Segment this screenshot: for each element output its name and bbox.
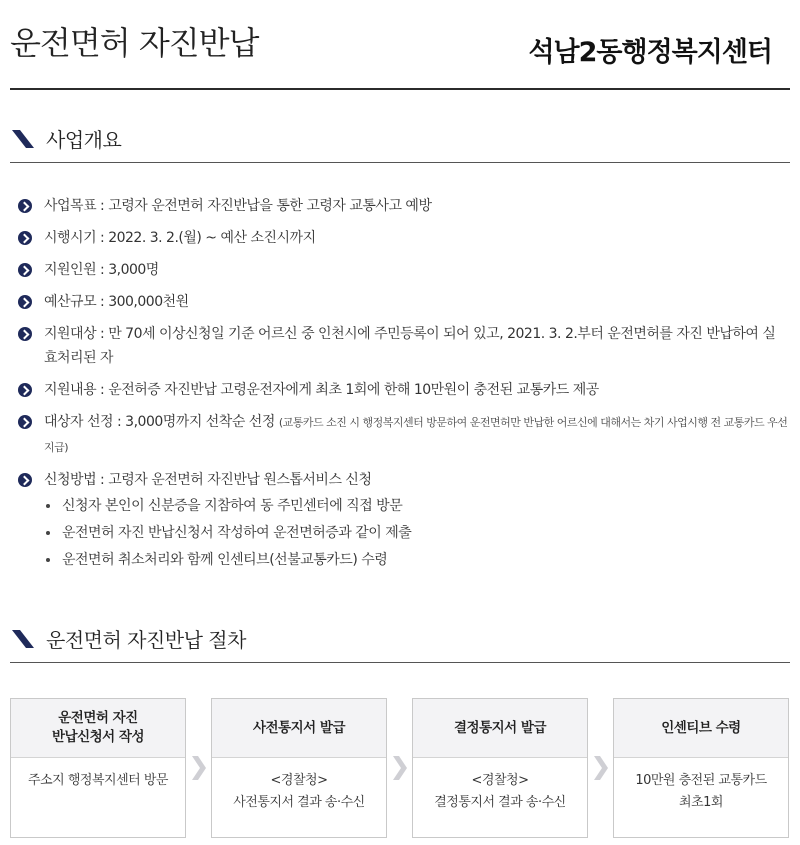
step-description: <경찰청> 결정통지서 결과 송·수신 xyxy=(434,773,566,810)
slash-mark-icon xyxy=(12,630,34,648)
overview-item xyxy=(18,194,788,218)
page-title: 운전면허 자진반납 xyxy=(10,24,259,62)
chevron-circle-icon xyxy=(18,473,32,487)
sub-list-item-text: 운전면허 자진 반납신청서 작성하여 운전면허증과 같이 제출 xyxy=(62,525,412,541)
chevron-circle-icon xyxy=(18,415,32,429)
procedure-step xyxy=(211,698,387,838)
step-title: 결정통지서 발급 xyxy=(413,699,587,758)
sub-list-item-text: 운전면허 취소처리와 함께 인센티브(선불교통카드) 수령 xyxy=(62,552,388,568)
overview-item-text: 예산규모 : 300,000천원 xyxy=(44,294,189,310)
chevron-circle-icon xyxy=(18,295,32,309)
step-description: 주소지 행정복지센터 방문 xyxy=(28,773,168,788)
slash-mark-icon xyxy=(12,130,34,148)
overview-item xyxy=(18,258,788,282)
dot-bullet-icon xyxy=(46,504,50,508)
section-procedure-header xyxy=(10,622,790,663)
sub-list-item xyxy=(44,521,788,545)
chevron-circle-icon xyxy=(18,231,32,245)
overview-item-text: 지원대상 : 만 70세 이상신청일 기준 어르신 중 인천시에 주민등록이 되어 있고, 2021. 3. 2.부터 운전면허를 자진 반납하여 실효처리된 자 xyxy=(44,326,776,366)
overview-item-text: 대상자 선정 : 3,000명까지 선착순 선정 xyxy=(44,414,279,430)
procedure-step xyxy=(412,698,588,838)
chevron-right-icon xyxy=(594,756,608,780)
chevron-circle-icon xyxy=(18,383,32,397)
step-title: 운전면허 자진 반납신청서 작성 xyxy=(11,699,185,758)
section-title: 사업개요 xyxy=(46,128,122,152)
section-overview-header xyxy=(10,122,790,163)
chevron-circle-icon xyxy=(18,263,32,277)
overview-item-text: 지원인원 : 3,000명 xyxy=(44,262,159,278)
overview-item-text: 시행시기 : 2022. 3. 2.(월) ~ 예산 소진시까지 xyxy=(44,230,316,246)
step-description: 10만원 충전된 교통카드 최초1회 xyxy=(635,773,767,810)
sub-list-item-text: 신청자 본인이 신분증을 지참하여 동 주민센터에 직접 방문 xyxy=(62,498,403,514)
overview-item xyxy=(18,410,788,460)
sub-list-item xyxy=(44,548,788,572)
overview-item-text: 사업목표 : 고령자 운전면허 자진반납을 통한 고령자 교통사고 예방 xyxy=(44,198,432,214)
dot-bullet-icon xyxy=(46,558,50,562)
step-title: 사전통지서 발급 xyxy=(212,699,386,758)
section-title: 운전면허 자진반납 절차 xyxy=(46,628,246,652)
overview-item xyxy=(18,378,788,402)
overview-list xyxy=(18,194,788,580)
chevron-right-icon xyxy=(192,756,206,780)
overview-item xyxy=(18,322,788,370)
overview-item-text: 지원내용 : 운전허증 자진반납 고령운전자에게 최초 1회에 한해 10만원이 충전된 교통카드 제공 xyxy=(44,382,599,398)
step-title: 인센티브 수령 xyxy=(614,699,788,758)
chevron-right-icon xyxy=(393,756,407,780)
sub-list-item xyxy=(44,494,788,518)
org-name: 석남2동행정복지센터 xyxy=(528,37,772,68)
procedure-steps xyxy=(10,698,790,838)
procedure-step xyxy=(10,698,186,838)
step-description: <경찰청> 사전통지서 결과 송·수신 xyxy=(233,773,365,810)
page-header xyxy=(10,0,790,90)
chevron-circle-icon xyxy=(18,327,32,341)
dot-bullet-icon xyxy=(46,531,50,535)
overview-item xyxy=(18,290,788,314)
procedure-step xyxy=(613,698,789,838)
overview-item-note: (교통카드 소진 시 행정복지센터 방문하여 운전면허만 반납한 어르신에 대해서는 차기 사업시행 전 교통카드 우선 지급) xyxy=(44,416,788,454)
sub-list xyxy=(44,494,788,572)
overview-item xyxy=(18,226,788,250)
overview-item-text: 신청방법 : 고령자 운전면허 자진반납 원스톱서비스 신청 xyxy=(44,472,372,488)
chevron-circle-icon xyxy=(18,199,32,213)
overview-item xyxy=(18,468,788,572)
